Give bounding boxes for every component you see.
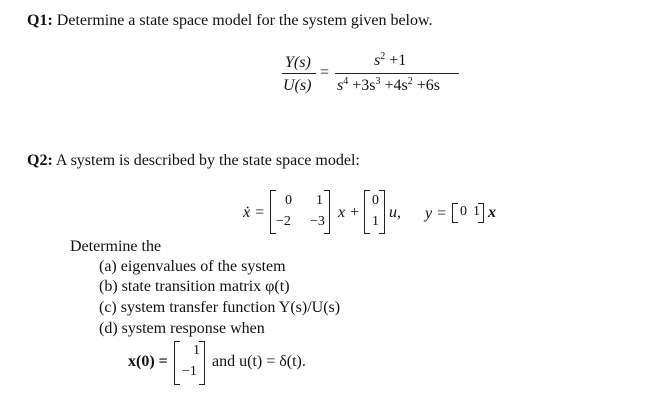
x-end: x [488, 204, 496, 221]
q2-text: A system is described by the state space model: [55, 152, 360, 169]
matrix-b-2: 1 [372, 214, 379, 229]
x0-2: −1 [182, 364, 197, 379]
matrix-a-21: −2 [276, 214, 291, 229]
lhs-numerator: Y(s) [285, 54, 311, 71]
equals-sign: = [320, 64, 330, 81]
matrix-c-right-bracket [478, 203, 484, 223]
item-d: (d) system response when [99, 320, 265, 337]
x0-1: 1 [193, 343, 200, 358]
matrix-b-right-bracket [379, 190, 385, 234]
matrix-a-11: 0 [285, 193, 292, 208]
determine-label: Determine the [70, 238, 162, 255]
x0-label: x(0) = [128, 353, 168, 370]
matrix-a-right-bracket [324, 190, 330, 234]
input-u: u, [389, 204, 401, 221]
q1-heading [27, 12, 433, 30]
matrix-c-2: 1 [473, 204, 480, 219]
q1-text: Determine a state space model for the system given below. [56, 12, 433, 29]
matrix-a-22: −3 [310, 214, 325, 229]
matrix-a-12: 1 [316, 193, 323, 208]
output-eq: y = [425, 205, 447, 222]
rhs-numerator: $s^2 +1$ [374, 51, 407, 69]
q1-label: Q1: [27, 12, 53, 29]
lhs-denominator: U(s) [283, 77, 312, 94]
lhs-fraction-bar [282, 73, 316, 74]
x0-rest: and u(t) = δ(t). [212, 353, 306, 370]
item-a: (a) eigenvalues of the system [99, 258, 286, 275]
rhs-denominator: $s^4 +3s^3 +4s^2 +6s$ [337, 76, 440, 94]
matrix-c-1: 0 [460, 204, 467, 219]
q2-heading [27, 152, 360, 170]
item-c: (c) system transfer function Y(s)/U(s) [99, 299, 341, 316]
xdot-label: ẋ = [243, 204, 265, 221]
x0-left-bracket [174, 341, 180, 385]
x0-right-bracket [199, 341, 205, 385]
x-plus: x + [338, 204, 360, 221]
rhs-fraction-bar [335, 73, 459, 74]
matrix-b-1: 0 [372, 193, 379, 208]
matrix-b-left-bracket [364, 190, 370, 234]
q2-label: Q2: [27, 152, 53, 169]
matrix-c-left-bracket [452, 203, 458, 223]
item-b: (b) state transition matrix φ(t) [99, 278, 290, 295]
